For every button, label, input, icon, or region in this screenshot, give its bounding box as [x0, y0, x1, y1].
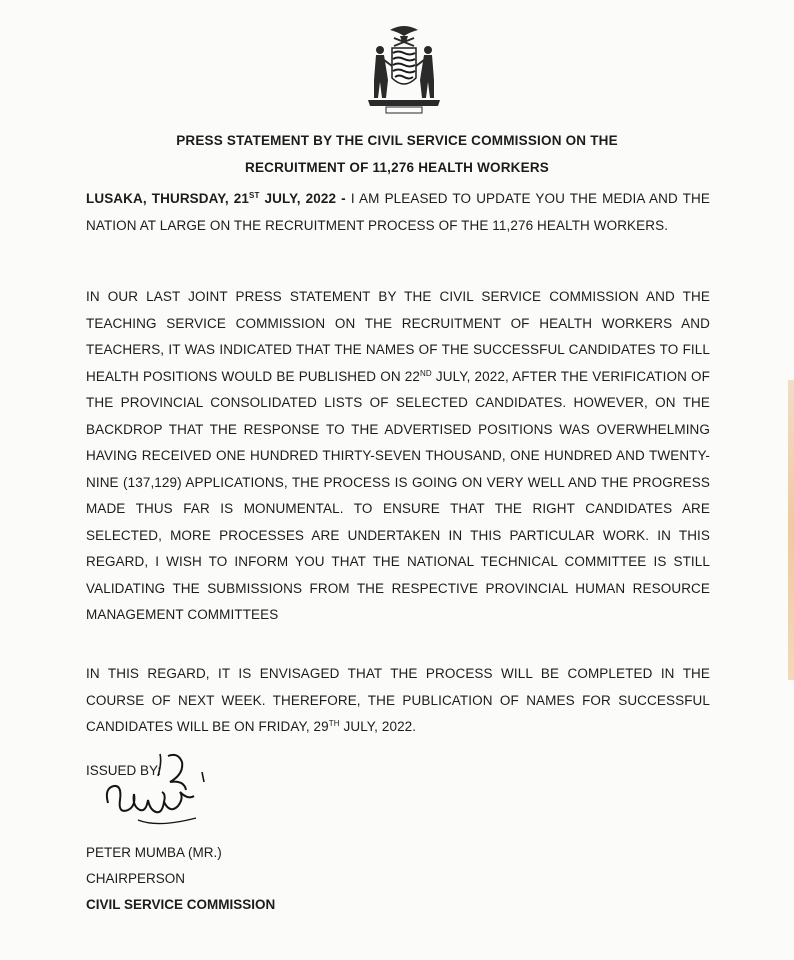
signature-icon: [98, 748, 228, 838]
statement-title-line-1: PRESS STATEMENT BY THE CIVIL SERVICE COMMISSION ON THE: [176, 133, 618, 148]
coat-of-arms-icon: [362, 20, 446, 116]
dateline: [86, 191, 346, 206]
intro-paragraph: [86, 186, 710, 239]
background-paragraph: [86, 284, 710, 629]
signatory-organisation: CIVIL SERVICE COMMISSION: [86, 897, 276, 912]
dateline-date: JULY, 2022 -: [259, 191, 346, 206]
page-edge-strip: [788, 380, 794, 680]
conclusion-paragraph: [86, 661, 710, 741]
publication-date-ordinal: ND: [420, 368, 432, 378]
signatory-block: [86, 840, 275, 918]
conclusion-text-start: IN THIS REGARD, IT IS ENVISAGED THAT THE PROCESS WILL BE COMPLETED IN THE COURSE OF NEXT WEEK. THEREFORE, THE PUBLICATION OF NAMES FOR SUCCESSFUL CANDIDATES WILL BE ON FRIDAY, 29: [86, 666, 710, 734]
statement-title-line-2: RECRUITMENT OF 11,276 HEALTH WORKERS: [245, 160, 549, 175]
dateline-ordinal: ST: [249, 191, 260, 200]
signatory-position: CHAIRPERSON: [86, 871, 186, 886]
issued-by-label: ISSUED BY:: [86, 763, 162, 778]
new-date-ordinal: TH: [328, 719, 340, 728]
background-text-end: JULY, 2022, AFTER THE VERIFICATION OF THE PROVINCIAL CONSOLIDATED LISTS OF SELECTED CANDIDATES. HOWEVER, ON THE BACKDROP THAT THE RESPONSE TO THE ADVERTISED POSITIONS WAS OVERWHELMING HAVING RECEIVED ONE HUNDRED THIRTY-SEVEN THOUSAND, ONE HUNDRED AND TWENTY-NINE (137,129) APPLICATIONS, THE PROCESS IS GOING ON VERY WELL AND THE PROGRESS MADE THUS FAR IS MONUMENTAL. TO ENSURE THAT THE RIGHT CANDIDATES ARE SELECTED, MORE PROCESSES ARE UNDERTAKEN IN THIS PARTICULAR WORK. IN THIS REGARD, I WISH TO INFORM YOU THAT THE NATIONAL TECHNICAL COMMITTEE IS STILL VALIDATING THE SUBMISSIONS FROM THE RESPECTIVE PROVINCIAL HUMAN RESOURCE MANAGEMENT COMMITTEES: [86, 368, 710, 622]
signatory-name: PETER MUMBA (MR.): [86, 845, 222, 860]
background-text-start: IN OUR LAST JOINT PRESS STATEMENT BY THE CIVIL SERVICE COMMISSION AND THE TEACHING SERVICE COMMISSION ON THE RECRUITMENT OF HEALTH WORKERS AND TEACHERS, IT WAS INDICATED THAT THE NAMES OF THE SUCCESSFUL CANDIDATES TO FILL HEALTH POSITIONS WOULD BE PUBLISHED ON 22: [86, 289, 710, 384]
conclusion-text-end: JULY, 2022.: [339, 719, 417, 734]
dateline-place: LUSAKA, THURSDAY, 21: [86, 191, 250, 206]
intro-text: I AM PLEASED TO UPDATE YOU THE MEDIA AND THE NATION AT LARGE ON THE RECRUITMENT PROCESS OF THE 11,276 HEALTH WORKERS.: [86, 191, 710, 233]
